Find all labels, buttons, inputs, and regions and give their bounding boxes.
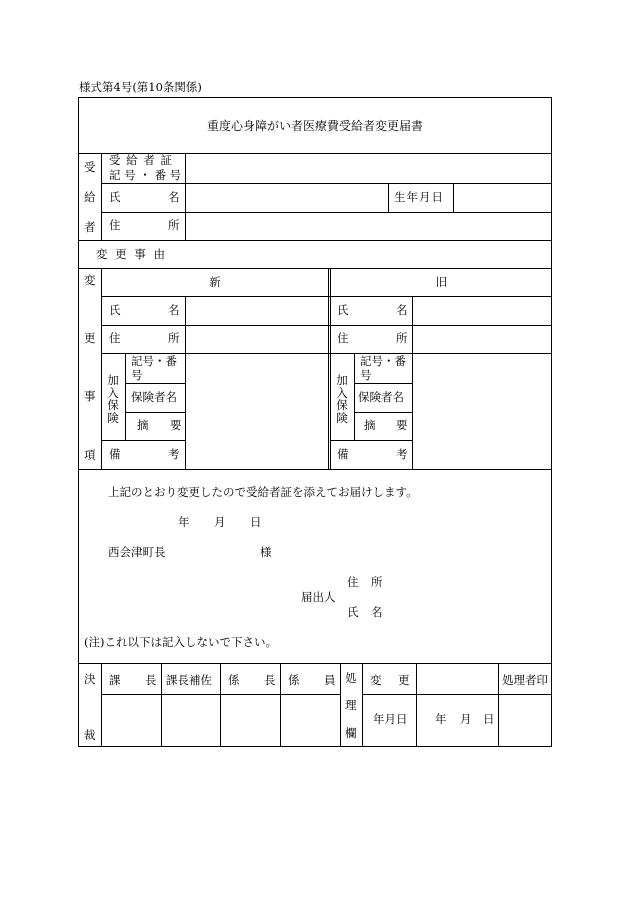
section-chief-label: 長 <box>264 673 276 687</box>
old-name-label: 名 <box>396 303 408 317</box>
divider <box>340 663 341 747</box>
new-summary-label: 要 <box>170 418 182 432</box>
divider <box>78 240 552 241</box>
honorific: 様 <box>260 545 272 559</box>
old-address-label: 所 <box>396 331 408 345</box>
date-day-label: 日 <box>250 515 262 529</box>
divider <box>355 383 412 384</box>
new-name-label: 名 <box>168 303 180 317</box>
address-field[interactable] <box>186 213 551 239</box>
name-field[interactable] <box>186 184 387 211</box>
ymd-month-label: 月 <box>460 712 472 726</box>
new-code-label: 号 <box>131 368 143 382</box>
change-side-label: 更 <box>84 331 96 345</box>
divider <box>101 153 102 240</box>
divider <box>416 663 417 747</box>
applicant-label: 届出人 <box>301 590 336 604</box>
decision-label: 決 <box>84 672 96 686</box>
applicant-name-label: 名 <box>371 605 383 619</box>
divider <box>362 663 363 747</box>
ymd-day-label: 日 <box>483 712 495 726</box>
staff-label: 係 <box>288 673 300 687</box>
new-name-label: 氏 <box>109 303 121 317</box>
cert-label: 受 給 者 証 <box>109 153 173 167</box>
old-summary-label: 要 <box>396 418 408 432</box>
new-remarks-label: 備 <box>109 447 121 461</box>
old-summary-label: 摘 <box>364 418 376 432</box>
old-name-field[interactable] <box>413 297 551 324</box>
recipient-side-label: 受 <box>84 160 96 174</box>
old-remarks-label: 備 <box>337 447 349 461</box>
change-side-label: 変 <box>84 273 96 287</box>
divider <box>388 183 389 212</box>
divider <box>126 383 185 384</box>
divider <box>220 663 221 747</box>
address-label: 住 <box>109 218 121 232</box>
divider <box>498 663 499 747</box>
new-remarks-label: 考 <box>168 447 180 461</box>
deputy-label: 課長補佐 <box>166 673 212 687</box>
divider <box>78 268 552 269</box>
divider <box>125 353 126 440</box>
new-insurance-label: 加入保険 <box>107 373 119 425</box>
chief-label: 長 <box>145 673 157 687</box>
divider <box>362 694 552 695</box>
old-insurer-label: 保険者名 <box>358 390 404 404</box>
old-header: 旧 <box>435 275 448 289</box>
new-address-field[interactable] <box>186 326 327 352</box>
change-reason-label: 変 更 事 由 <box>96 247 167 261</box>
old-code-label: 記号・番 <box>360 354 406 368</box>
new-header: 新 <box>209 275 221 289</box>
divider <box>280 663 281 747</box>
divider <box>354 353 355 440</box>
ymd-year-label: 年 <box>435 712 447 726</box>
form-title: 重度心身障がい者医療費受給者変更届書 <box>206 119 423 133</box>
old-insurance-label: 加入保険 <box>336 373 348 425</box>
name-label: 名 <box>168 190 180 204</box>
office-use-note: (注)これ以下は記入しないで下さい。 <box>84 635 277 649</box>
applicant-name-label: 氏 <box>347 605 359 619</box>
divider <box>102 440 185 441</box>
divider <box>331 440 412 441</box>
old-code-label: 号 <box>360 368 372 382</box>
staff-label: 員 <box>324 673 336 687</box>
ymd-label: 年月日 <box>373 712 408 726</box>
declaration-statement: 上記のとおり変更したので受給者証を添えてお届けします。 <box>108 485 418 499</box>
section-chief-label: 係 <box>228 673 240 687</box>
old-remarks-label: 考 <box>396 447 408 461</box>
cert-number-field[interactable] <box>186 154 551 182</box>
new-address-label: 所 <box>168 331 180 345</box>
applicant-address-label: 所 <box>371 575 383 589</box>
new-insurer-label: 保険者名 <box>131 390 177 404</box>
divider <box>102 694 340 695</box>
old-address-label: 住 <box>337 331 349 345</box>
processing-label: 欄 <box>345 726 357 740</box>
change-label: 変 <box>370 673 382 687</box>
form-number: 様式第4号(第10条関係) <box>79 80 202 94</box>
divider <box>328 268 329 470</box>
decision-label: 裁 <box>84 728 96 742</box>
birth-label: 生年月日 <box>394 190 444 204</box>
divider <box>161 663 162 747</box>
recipient-side-label: 者 <box>84 220 96 234</box>
divider <box>126 412 185 413</box>
addressee: 西会津町長 <box>108 545 166 559</box>
birth-date-field[interactable] <box>454 184 551 211</box>
old-name-label: 氏 <box>337 303 349 317</box>
address-label: 所 <box>168 218 180 232</box>
name-label: 氏 <box>109 190 121 204</box>
divider <box>101 663 102 747</box>
processing-label: 処 <box>345 671 357 685</box>
chief-label: 課 <box>109 673 121 687</box>
applicant-address-label: 住 <box>347 575 359 589</box>
processing-label: 理 <box>345 698 357 712</box>
new-code-label: 記号・番 <box>131 354 177 368</box>
new-insurance-field[interactable] <box>186 354 327 469</box>
new-address-label: 住 <box>109 331 121 345</box>
divider <box>355 412 412 413</box>
new-summary-label: 摘 <box>137 418 149 432</box>
cert-number-label: 記 号 ・ 番 号 <box>109 168 182 182</box>
date-month-label: 月 <box>214 515 226 529</box>
processor-seal-label: 処理者印 <box>502 673 548 687</box>
old-insurance-field[interactable] <box>413 354 551 469</box>
change-side-label: 事 <box>84 389 96 403</box>
old-address-field[interactable] <box>413 326 551 352</box>
change-side-label: 項 <box>84 448 96 462</box>
new-name-field[interactable] <box>186 297 327 324</box>
date-year-label: 年 <box>178 515 190 529</box>
change-label: 更 <box>398 673 410 687</box>
recipient-side-label: 給 <box>84 190 96 204</box>
